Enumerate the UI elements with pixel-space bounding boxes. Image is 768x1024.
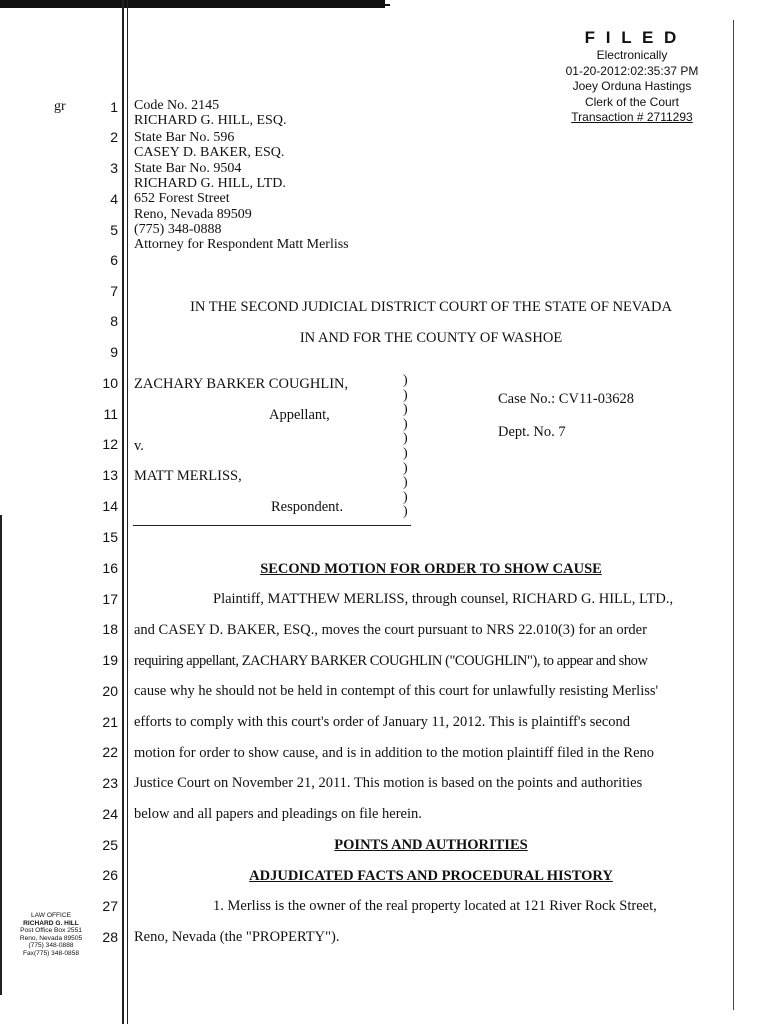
code-number: Code No. 2145 [134,98,220,113]
court-county: IN AND FOR THE COUNTY OF WASHOE [299,330,563,346]
filed-transaction: Transaction # 2711293 [571,110,693,124]
line-number: 25 [102,837,118,853]
line-number: 16 [102,560,118,576]
respondent-role: Respondent. [271,499,344,515]
body-line: requiring appellant, ZACHARY BARKER COUGHLIN ("COUGHLIN"), to appear and show [134,653,648,669]
body-line: Plaintiff, MATTHEW MERLISS, through counsel, RICHARD G. HILL, LTD., [213,591,674,607]
line-number: 9 [110,344,118,360]
scan-artifact-bar [385,4,390,6]
line-number: 2 [110,129,118,145]
line-number: 14 [102,498,118,514]
attorney-name: RICHARD G. HILL, ESQ. [134,113,287,128]
line-number: 4 [110,191,118,207]
law-office-firm: RICHARD G. HILL [23,919,79,927]
line-number: 6 [110,252,118,268]
versus: v. [134,438,144,454]
respondent-name: MATT MERLISS, [134,468,242,484]
filed-date: 01-20-2012:02:35:37 PM [565,63,699,78]
line-number: 5 [110,222,118,238]
line-number: 12 [102,436,118,452]
line-number: 10 [102,375,118,391]
caption-parentheses: ) ) ) ) ) ) ) ) ) ) [403,373,408,520]
line-number: 15 [102,529,118,545]
law-office-label: LAW OFFICE [30,912,72,919]
body-line: Justice Court on November 21, 2011. This motion is based on the points and authorities [134,775,643,791]
law-office-block [10,912,92,957]
line-number: 27 [102,898,118,914]
line-number: 20 [102,683,118,699]
body-line: cause why he should not be held in contempt of this court for unlawfully resisting Merliss' [134,683,659,699]
line-number: 28 [102,929,118,945]
section-heading: POINTS AND AUTHORITIES [334,837,528,853]
right-margin-rule [733,20,734,1010]
line-number: 11 [103,406,118,422]
firm-street: 652 Forest Street [134,191,230,206]
margin-rule [122,0,124,1024]
line-number: 3 [110,160,118,176]
firm-name: RICHARD G. HILL, LTD. [134,176,286,191]
body-line: below and all papers and pleadings on file herein. [134,806,422,822]
paragraph-line: Reno, Nevada (the "PROPERTY"). [134,929,340,945]
filed-title: F I L E D [584,28,680,47]
law-office-phone: (775) 348-0888 [28,942,74,949]
appellant-role: Appellant, [269,407,330,423]
paragraph-line: 1. Merliss is the owner of the real property located at 121 River Rock Street, [213,898,657,914]
filed-line: Electronically [596,48,668,62]
scan-artifact-bar [0,0,385,8]
case-number: Case No.: CV11-03628 [498,391,634,407]
appellant-name: ZACHARY BARKER COUGHLIN, [134,376,349,392]
law-office-box: Post Office Box 2551 [20,927,82,934]
line-number: 1 [110,99,118,115]
caption-underline [133,525,411,526]
firm-city: Reno, Nevada 89509 [134,207,252,222]
law-office-city: Reno, Nevada 89505 [19,934,83,942]
section-heading: ADJUDICATED FACTS AND PROCEDURAL HISTORY [249,868,613,884]
line-number: 13 [102,467,118,483]
line-number: 21 [102,714,118,730]
body-line: motion for order to show cause, and is in addition to the motion plaintiff filed in the Reno [134,745,655,761]
dept-number: Dept. No. 7 [498,424,566,440]
bar-number: State Bar No. 9504 [134,161,242,176]
handwritten-initials: gr [54,99,66,114]
line-number: 17 [102,591,118,607]
scan-edge-line [0,515,2,995]
line-number: 7 [110,283,118,299]
line-number: 26 [102,867,118,883]
filed-stamp [560,28,704,126]
body-line: efforts to comply with this court's order of January 11, 2012. This is plaintiff's second [134,714,631,730]
motion-title: SECOND MOTION FOR ORDER TO SHOW CAUSE [260,561,602,577]
filed-clerk-title: Clerk of the Court [584,94,680,109]
line-number: 8 [110,313,118,329]
line-number: 24 [102,806,118,822]
attorney-name: CASEY D. BAKER, ESQ. [134,145,285,160]
line-number: 18 [102,621,118,637]
margin-rule [127,0,128,1024]
bar-number: State Bar No. 596 [134,130,235,145]
body-line: and CASEY D. BAKER, ESQ., moves the court pursuant to NRS 22.010(3) for an order [134,622,647,638]
court-name: IN THE SECOND JUDICIAL DISTRICT COURT OF THE STATE OF NEVADA [190,299,672,315]
line-number: 22 [102,744,118,760]
line-number: 23 [102,775,118,791]
line-number: 19 [102,652,118,668]
attorney-for: Attorney for Respondent Matt Merliss [134,237,349,252]
filed-clerk: Joey Orduna Hastings [572,79,692,93]
firm-phone: (775) 348-0888 [134,222,222,237]
law-office-fax: Fax(775) 348-0858 [22,949,80,957]
